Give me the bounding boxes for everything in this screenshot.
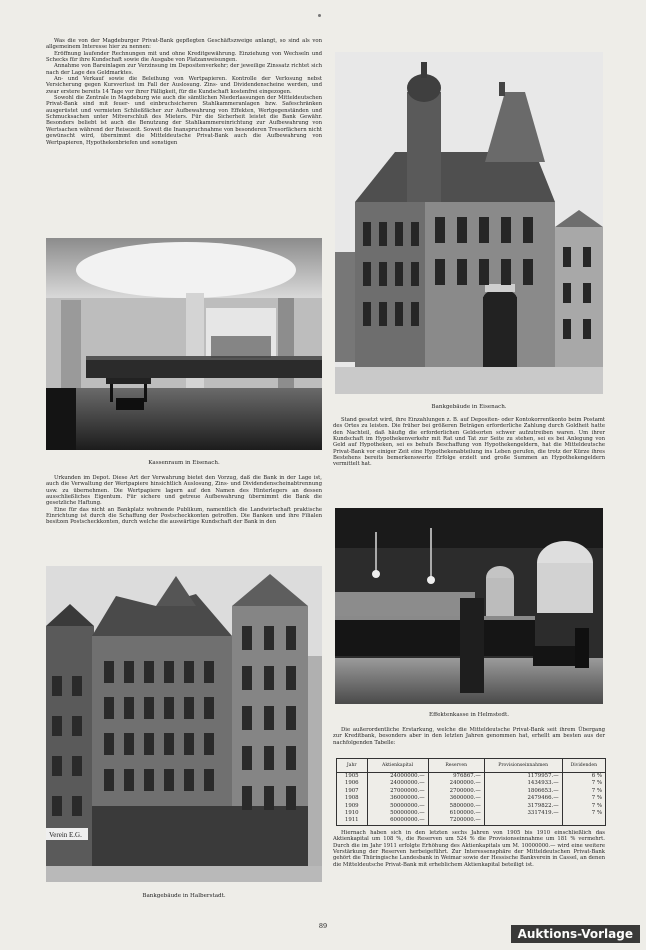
table-cell: 5800000.— [428,803,484,810]
paragraph: An- und Verkauf sowie die Beleihung von Wertpapieren. Kontrolle der Verlosung nebst Versicherung gegen Kursverlust im Fall der Auslosung. Zins- und Dividendenscheine werden, und zwar erstere bereits 14 Tage vor ihrer Fälligkeit, für die Kundschaft kostenfrei eingezogen. [46,76,322,95]
window-shape [411,222,419,246]
window-shape [164,697,174,719]
table-cell: 1806653.— [484,788,562,795]
window-shape [124,769,134,791]
window-shape [286,786,296,810]
table-cell: 1908 [337,795,368,802]
table-header-cell: Reserven [428,759,484,773]
window-shape [52,796,62,816]
photo-bankgebaeude-halberstadt [46,566,322,882]
table-header-cell: Aktienkapital [367,759,428,773]
text-block-right-mid [333,417,605,501]
window-shape [242,626,252,650]
table-cell [484,817,562,825]
window-shape [395,262,403,286]
table-row [337,773,606,781]
table-cell: 1909 [337,803,368,810]
window-shape [144,697,154,719]
table-cell: 6 % [562,773,605,781]
caption-kassenraum: Kassenraum in Eisenach. [148,460,220,466]
window-shape [144,769,154,791]
table-cell: 50000000.— [367,803,428,810]
window-shape [379,302,387,326]
table-header-cell: Provisionseinnahmen [484,759,562,773]
window-shape [242,666,252,690]
paragraph: Urkunden im Depot. Diese Art der Verwahrung bietet den Vorzug, daß die Bank in der Lage ist, auch die Verwaltung der Wertpapiere hinsichtlich Auslosung, Zins- und Dividendenscheinabtrennung usw. zu übernehmen. Die Wertpapiere lagern auf den Namen des Hinterlegers an dessen ausschließliches Eigentum. Für sichere und getreue Aufbewahrung übernimmt die Bank die gesetzliche Haftung. [46,475,322,507]
window-shape [363,302,371,326]
text-block-left-mid [46,475,322,560]
window-shape [52,716,62,736]
text-block-right-post-table [333,830,605,890]
window-shape [583,319,591,339]
window-shape [164,661,174,683]
window-shape [395,222,403,246]
window-shape [72,756,82,776]
table-row [337,810,606,817]
window-shape [286,626,296,650]
window-shape [479,259,489,285]
window-shape [379,222,387,246]
window-shape [242,746,252,770]
window-shape [264,706,274,730]
window-shape [457,217,467,243]
table-cell: 2400000.— [428,780,484,787]
window-shape [72,796,82,816]
table-cell: 2479466.— [484,795,562,802]
window-shape [363,262,371,286]
photo-effektenkasse-helmstedt [335,508,603,704]
window-shape [144,733,154,755]
table-header-cell: Jahr [337,759,368,773]
table-cell: 1911 [337,817,368,825]
window-shape [104,661,114,683]
window-shape [479,217,489,243]
window-shape [501,217,511,243]
statistics-table [336,758,606,826]
window-shape [184,733,194,755]
window-shape [52,676,62,696]
window-shape [184,697,194,719]
window-shape [583,283,591,303]
window-shape [583,247,591,267]
window-shape [242,786,252,810]
table-cell: 1905 [337,773,368,781]
table-body [337,773,606,826]
table-cell: 24000000.— [367,780,428,787]
punch-hole-mark [318,14,321,17]
window-shape [395,302,403,326]
window-shape [242,706,252,730]
table-cell: 7 % [562,803,605,810]
table-cell: 60000000.— [367,817,428,825]
table-row [337,780,606,787]
paragraph: Annahme von Bareinlagen zur Verzinsung im Depositenverkehr; der jeweilige Zinssatz richtet sich nach der Lage des Geldmarktes. [46,63,322,76]
window-shape [457,259,467,285]
window-shape [124,733,134,755]
shop-sign-text: Verein E.G. [49,831,82,839]
table-cell: 7 % [562,780,605,787]
table-cell: 1179957.— [484,773,562,781]
paragraph: Was die von der Magdeburger Privat-Bank gepflegten Geschäftszweige anlangt, so sind als von allgemeinem Interesse hier zu nennen: [46,38,322,51]
table-header-row [337,759,606,773]
table-cell: 976867.— [428,773,484,781]
window-shape [264,786,274,810]
window-shape [104,697,114,719]
text-block-left-top [46,38,322,233]
window-shape [523,217,533,243]
table-cell: 7200000.— [428,817,484,825]
window-shape [72,676,82,696]
window-shape [184,769,194,791]
table-cell [562,817,605,825]
window-shape [379,262,387,286]
window-shape [363,222,371,246]
window-shape [264,626,274,650]
window-shape [204,769,214,791]
table-cell: 1907 [337,788,368,795]
table-cell: 7 % [562,795,605,802]
window-shape [435,217,445,243]
window-shape [104,733,114,755]
watermark-label: Auktions-Vorlage [511,925,640,943]
window-shape [204,697,214,719]
photo-kassenraum-eisenach [46,238,322,450]
window-shape [286,706,296,730]
table-row [337,817,606,825]
window-shape [184,661,194,683]
table-cell: 27000000.— [367,788,428,795]
window-shape [72,716,82,736]
table-cell: 24000000.— [367,773,428,781]
paragraph: Eröffnung laufender Rechnungen mit und ohne Kreditgewährung. Einziehung von Wechseln und Schecks für ihre Kundschaft sowie die Ausgabe von Platzanweisungen. [46,50,322,64]
window-shape [501,259,511,285]
paragraph: Sowohl die Zentrale in Magdeburg wie auch die sämtlichen Niederlassungen der Mitteldeutschen Privat-Bank sind mit feuer- und einbruchsicheren Stahlkammeranlagen bzw. Safeschränken ausgerüstet und vermieten Schließfächer zur Aufbewahrung von Effekten, Wertgegenständen und Schmucksachen unter Mitverschluß des Mieters. Für die Sicherheit leistet die Bank Gewähr. Besonders beliebt ist auch die Benutzung der Stahlkammereinrichtung zur Aufbewahrung von Wertsachen während der Reisezeit. Soweit die Inanspruchnahme von besonderen Tresorfächern nicht gewünscht wird, übernimmt die Mitteldeutsche Privat-Bank auch die Aufbewahrung von Wertpapieren, Hypothekenbriefen und sonstigen [46,95,322,146]
window-shape [563,283,571,303]
paragraph: Hiernach haben sich in den letzten sechs Jahren von 1905 bis 1910 einschließlich das Aktienkapital um 108 %, die Reserven um 524 % die Provisionseinnahme um 181 % vermehrt. Durch die im Jahr 1911 erfolgte Erhöhung des Aktienkapitals um M. 10000000.— wird eine weitere Verstärkung der Reserven herbeigeführt. Zur Interessensphäre der Mitteldeutschen Privat-Bank gehört die Thüringische Landesbank in Weimar sowie der Hessische Bankverein in Cassel, an denen die Mitteldeutsche Privat-Bank mit erheblichem Aktienkapital beteiligt ist. [333,830,605,868]
table-header-cell: Dividenden [562,759,605,773]
window-shape [411,302,419,326]
window-shape [144,661,154,683]
window-shape [164,769,174,791]
table-cell: 7 % [562,810,605,817]
table-row [337,788,606,795]
table-cell: 2700000.— [428,788,484,795]
window-shape [264,746,274,770]
photo-bankgebaeude-eisenach [335,52,603,394]
table-row [337,803,606,810]
table-cell: 6100000.— [428,810,484,817]
table-cell: 1434933.— [484,780,562,787]
table-cell: 3600000.— [428,795,484,802]
caption-effektenkasse: Effektenkasse in Helmstedt. [429,712,509,718]
window-shape [204,733,214,755]
paragraph: Die außerordentliche Erstarkung, welche die Mitteldeutsche Privat-Bank seit ihrem Übergang zur Kreditbank, besonders aber in den letzten Jahren genommen hat, erhellt am besten aus der nachfolgenden Tabelle: [333,727,605,746]
table-cell: 36000000.— [367,795,428,802]
window-shape [286,666,296,690]
window-shape [563,247,571,267]
table-row [337,795,606,802]
table-cell: 3317419.— [484,810,562,817]
table-cell: 1906 [337,780,368,787]
window-shape [411,262,419,286]
window-shape [523,259,533,285]
text-block-right-pre-table [333,727,605,755]
window-shape [164,733,174,755]
window-shape [286,746,296,770]
paragraph: Stand gesetzt wird, ihre Einzahlungen z. B. auf Depositen- oder Kontokorrentkonto beim Postamt des Ortes zu leisten. Die früher bei größeren Beträgen erforderliche Zahlung durch Goldheit hatte den Nachteil, daß häufig die erforderlichen Geldsorten schwer aufzutreiben waren. Um ihrer Kundschaft im Hypothekenverkehr mit Rat und Tat zur Seite zu stehen, sei es bei Anlegung von Geld auf Hypotheken, sei es behufs Beschaffung von Hypothekengeldern, hat die Mitteldeutsche Privat-Bank vor einiger Zeit eine Hypothekenabteilung ins Leben gerufen, die trotz der Kürze ihres Bestehens bereits bemerkenswerte Erfolge erzielt und große Summen an Hypothekengeldern vermittelt hat. [333,417,605,468]
window-shape [52,756,62,776]
caption-halberstadt: Bankgebäude in Halberstadt. [142,893,226,899]
table-cell: 50000000.— [367,810,428,817]
window-shape [104,769,114,791]
page-number: 89 [318,922,328,930]
window-shape [204,661,214,683]
window-shape [435,259,445,285]
window-shape [264,666,274,690]
window-shape [124,661,134,683]
window-shape [124,697,134,719]
paragraph: Eine für das nicht an Bankplatz wohnende Publikum, namentlich die Landwirtschaft praktische Einrichtung ist durch die Schaffung der Postscheckkonten getroffen. Die Banken und ihre Filialen besitzen Postscheckkonten, durch welche die auswärtige Kundschaft der Bank in den [46,506,322,526]
table-cell: 1910 [337,810,368,817]
caption-eisenach: Bankgebäude in Eisenach. [431,404,507,410]
table-cell: 7 % [562,788,605,795]
table-cell: 3179822.— [484,803,562,810]
window-shape [563,319,571,339]
